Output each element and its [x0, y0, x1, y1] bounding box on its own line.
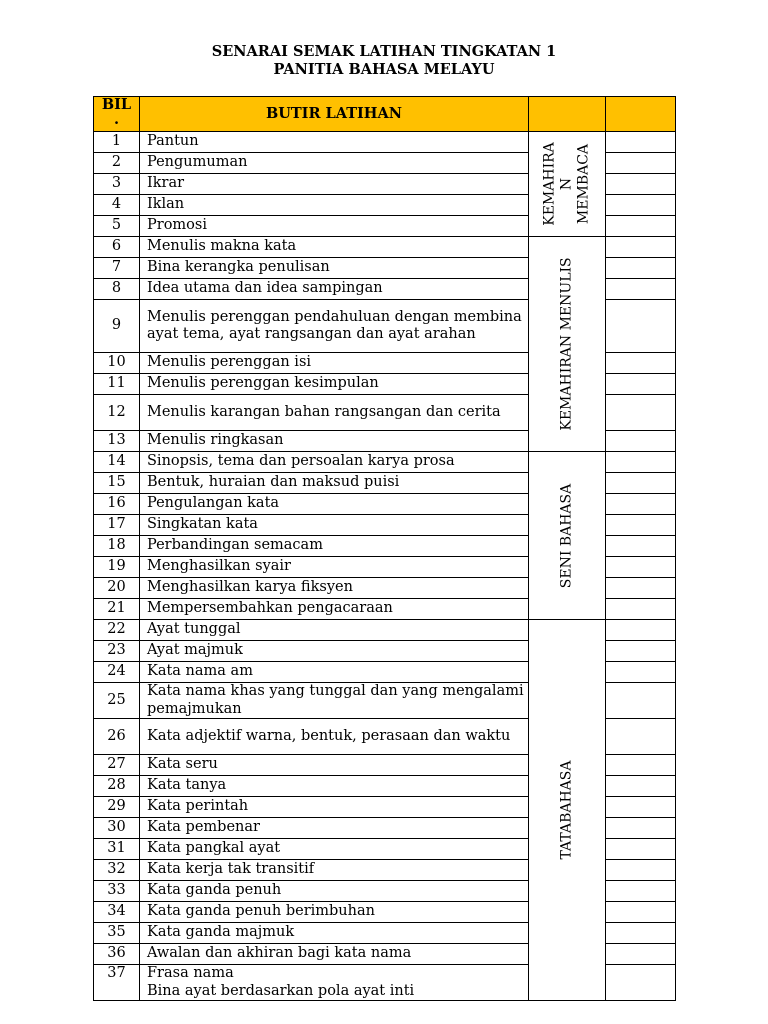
row-number: 7 [94, 258, 140, 279]
check-box[interactable] [606, 258, 676, 279]
row-item: Kata pembenar [140, 818, 529, 839]
row-item: Kata adjektif warna, bentuk, perasaan dan waktu [140, 719, 529, 755]
check-box[interactable] [606, 683, 676, 719]
row-item: Ayat tunggal [140, 620, 529, 641]
row-number: 4 [94, 195, 140, 216]
row-number: 27 [94, 755, 140, 776]
row-number: 23 [94, 641, 140, 662]
check-box[interactable] [606, 279, 676, 300]
category-header [529, 97, 606, 132]
row-number: 6 [94, 237, 140, 258]
check-box[interactable] [606, 797, 676, 818]
category-label: KEMAHIRAN MENULIS [558, 257, 575, 431]
row-item-line: Frasa nama [147, 965, 234, 981]
check-box[interactable] [606, 578, 676, 599]
row-number: 11 [94, 374, 140, 395]
title-line-1: SENARAI SEMAK LATIHAN TINGKATAN 1 [211, 43, 557, 60]
row-item: Menulis perenggan pendahuluan dengan membina ayat tema, ayat rangsangan dan ayat arahan [140, 300, 529, 353]
check-box[interactable] [606, 395, 676, 431]
check-box[interactable] [606, 902, 676, 923]
row-number: 10 [94, 353, 140, 374]
row-item: Menulis perenggan isi [140, 353, 529, 374]
check-box[interactable] [606, 662, 676, 683]
row-number: 21 [94, 599, 140, 620]
check-box[interactable] [606, 300, 676, 353]
check-box[interactable] [606, 944, 676, 965]
check-box[interactable] [606, 839, 676, 860]
row-number: 35 [94, 923, 140, 944]
row-item: Menulis karangan bahan rangsangan dan cerita [140, 395, 529, 431]
check-box[interactable] [606, 153, 676, 174]
row-number: 29 [94, 797, 140, 818]
row-number: 32 [94, 860, 140, 881]
table-row [94, 237, 676, 258]
bil-label: BIL [101, 96, 132, 113]
table-row [94, 620, 676, 641]
table-row [94, 452, 676, 473]
row-item: Sinopsis, tema dan persoalan karya prosa [140, 452, 529, 473]
category-label: TATABAHASA [558, 760, 575, 860]
row-item: Kata ganda penuh [140, 881, 529, 902]
row-item: Iklan [140, 195, 529, 216]
row-item: Kata seru [140, 755, 529, 776]
check-box[interactable] [606, 374, 676, 395]
check-box[interactable] [606, 132, 676, 153]
row-number: 18 [94, 536, 140, 557]
row-item: Ikrar [140, 174, 529, 195]
check-box[interactable] [606, 452, 676, 473]
row-number: 30 [94, 818, 140, 839]
category-membaca [529, 132, 606, 237]
row-item: Awalan dan akhiran bagi kata nama [140, 944, 529, 965]
row-number: 25 [94, 683, 140, 719]
row-number: 12 [94, 395, 140, 431]
row-item: Pengulangan kata [140, 494, 529, 515]
row-item: Menghasilkan syair [140, 557, 529, 578]
row-item: Kata nama am [140, 662, 529, 683]
check-box[interactable] [606, 776, 676, 797]
check-box[interactable] [606, 174, 676, 195]
check-box[interactable] [606, 755, 676, 776]
check-box[interactable] [606, 860, 676, 881]
row-item: Pantun [140, 132, 529, 153]
check-box[interactable] [606, 719, 676, 755]
category-tatabahasa [529, 620, 606, 1001]
category-menulis [529, 237, 606, 452]
row-number: 15 [94, 473, 140, 494]
check-box[interactable] [606, 923, 676, 944]
row-number: 17 [94, 515, 140, 536]
row-number: 2 [94, 153, 140, 174]
check-box[interactable] [606, 881, 676, 902]
page-title [0, 43, 768, 79]
row-item: Kata pangkal ayat [140, 839, 529, 860]
row-number: 24 [94, 662, 140, 683]
row-item-line: Bina ayat berdasarkan pola ayat inti [147, 982, 415, 999]
check-box[interactable] [606, 216, 676, 237]
row-number: 20 [94, 578, 140, 599]
row-item [140, 965, 529, 1001]
check-header [606, 97, 676, 132]
row-number: 33 [94, 881, 140, 902]
butir-header: BUTIR LATIHAN [140, 97, 529, 132]
check-box[interactable] [606, 599, 676, 620]
check-box[interactable] [606, 494, 676, 515]
category-label: SENI BAHASA [558, 483, 575, 588]
row-item: Ayat majmuk [140, 641, 529, 662]
row-item: Kata ganda majmuk [140, 923, 529, 944]
row-item: Idea utama dan idea sampingan [140, 279, 529, 300]
table-row [94, 132, 676, 153]
row-item: Pengumuman [140, 153, 529, 174]
row-item: Kata nama khas yang tunggal dan yang mengalami pemajmukan [140, 683, 529, 719]
row-number: 22 [94, 620, 140, 641]
row-item: Bentuk, huraian dan maksud puisi [140, 473, 529, 494]
check-box[interactable] [606, 237, 676, 258]
row-number: 8 [94, 279, 140, 300]
check-box[interactable] [606, 195, 676, 216]
row-number: 36 [94, 944, 140, 965]
check-box[interactable] [606, 536, 676, 557]
row-item: Singkatan kata [140, 515, 529, 536]
row-item: Bina kerangka penulisan [140, 258, 529, 279]
row-number: 31 [94, 839, 140, 860]
row-item: Menghasilkan karya fiksyen [140, 578, 529, 599]
bil-header [94, 97, 140, 132]
row-item: Kata perintah [140, 797, 529, 818]
category-seni [529, 452, 606, 620]
row-number: 5 [94, 216, 140, 237]
row-number: 19 [94, 557, 140, 578]
row-item: Promosi [140, 216, 529, 237]
check-box[interactable] [606, 557, 676, 578]
row-number: 14 [94, 452, 140, 473]
checklist-table [93, 96, 676, 1001]
category-label: KEMAHIRA N MEMBACA [541, 142, 592, 226]
row-number: 37 [94, 965, 140, 1001]
row-item: Kata kerja tak transitif [140, 860, 529, 881]
row-item: Menulis makna kata [140, 237, 529, 258]
title-line-2: PANITIA BAHASA MELAYU [273, 61, 495, 78]
row-number: 13 [94, 431, 140, 452]
row-item: Perbandingan semacam [140, 536, 529, 557]
row-item: Menulis perenggan kesimpulan [140, 374, 529, 395]
check-box[interactable] [606, 818, 676, 839]
row-number: 3 [94, 174, 140, 195]
checklist-body [94, 132, 676, 1001]
check-box[interactable] [606, 353, 676, 374]
row-number: 28 [94, 776, 140, 797]
check-box[interactable] [606, 641, 676, 662]
row-item: Menulis ringkasan [140, 431, 529, 452]
check-box[interactable] [606, 965, 676, 1001]
row-number: 16 [94, 494, 140, 515]
check-box[interactable] [606, 515, 676, 536]
header-row [94, 97, 676, 132]
check-box[interactable] [606, 431, 676, 452]
row-item: Kata tanya [140, 776, 529, 797]
row-item: Kata ganda penuh berimbuhan [140, 902, 529, 923]
row-number: 26 [94, 719, 140, 755]
check-box[interactable] [606, 473, 676, 494]
row-number: 1 [94, 132, 140, 153]
row-item: Mempersembahkan pengacaraan [140, 599, 529, 620]
bil-dot: . [113, 111, 120, 128]
check-box[interactable] [606, 620, 676, 641]
row-number: 9 [94, 300, 140, 353]
row-number: 34 [94, 902, 140, 923]
